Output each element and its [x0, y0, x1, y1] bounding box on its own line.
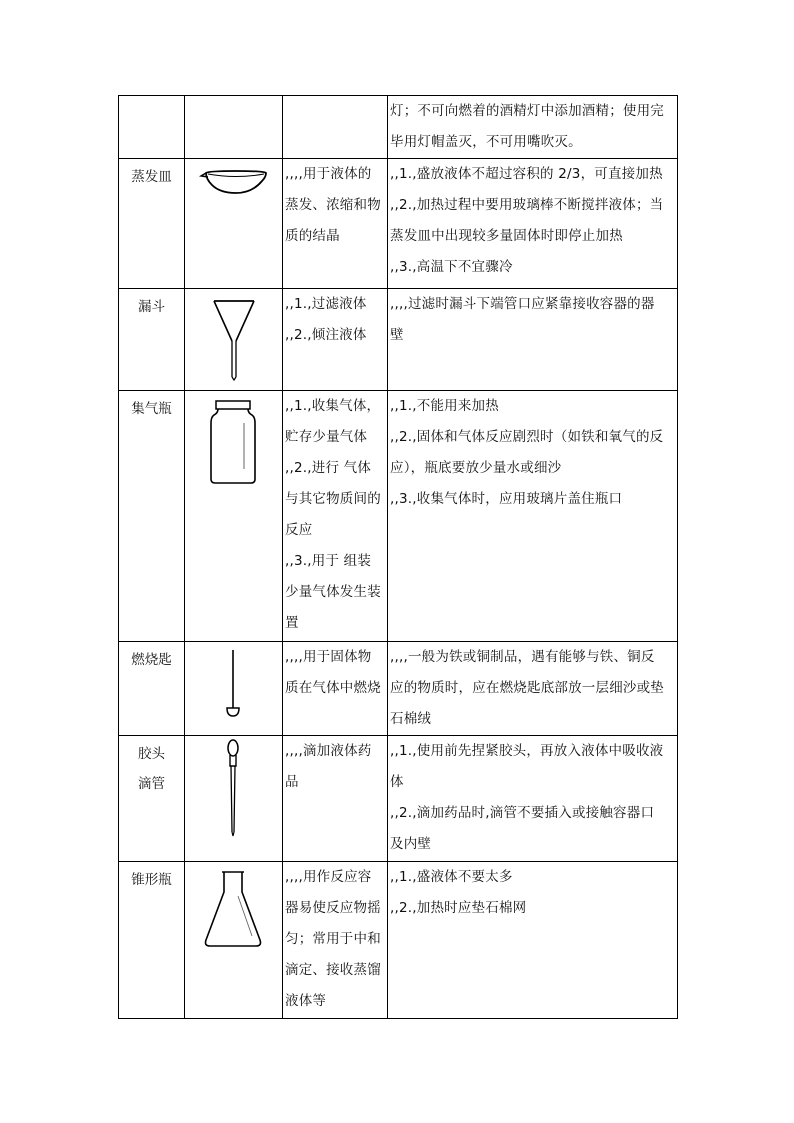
- apparatus-name-cell: [119, 862, 185, 1019]
- apparatus-image-cell: [185, 862, 283, 1019]
- notes-line: ,,2.,加热时应垫石棉网: [390, 900, 527, 916]
- usage-line: ,,,,用作反应容: [285, 869, 372, 885]
- notes-line: 毕用灯帽盖灭，不可用嘴吹灭。: [390, 134, 582, 150]
- notes-cell: [388, 736, 678, 862]
- notes-cell: [388, 96, 678, 159]
- combustion-spoon-icon: [186, 642, 282, 732]
- table-row: [119, 862, 678, 1019]
- funnel-icon: [186, 289, 282, 384]
- apparatus-image-cell: [185, 96, 283, 159]
- usage-line: 液体等: [285, 993, 327, 1009]
- notes-line: 石棉绒: [390, 711, 432, 727]
- apparatus-name-cell: [119, 391, 185, 642]
- usage-line: 滴定、接收蒸馏: [285, 962, 381, 978]
- apparatus-name-cell: [119, 96, 185, 159]
- usage-line: 蒸发、浓缩和物: [285, 197, 381, 213]
- usage-line: 与其它物质间的: [285, 491, 381, 507]
- usage-line: 少量气体发生装: [285, 584, 381, 600]
- apparatus-name-cell: [119, 736, 185, 862]
- notes-line: 应），瓶底要放少量水或细沙: [390, 460, 562, 476]
- usage-line: ,,1.,过滤液体: [285, 296, 367, 312]
- apparatus-name-cell: [119, 642, 185, 736]
- apparatus-name-cell: [119, 289, 185, 391]
- table-row: [119, 391, 678, 642]
- table-row: [119, 96, 678, 159]
- usage-line: 反应: [285, 522, 313, 538]
- notes-line: ,,2.,固体和气体反应剧烈时（如铁和氧气的反: [390, 429, 664, 445]
- apparatus-image-cell: [185, 159, 283, 289]
- table-row: [119, 289, 678, 391]
- usage-cell: [283, 391, 388, 642]
- table-row: [119, 736, 678, 862]
- notes-cell: [388, 862, 678, 1019]
- notes-line: ,,1.,使用前先捏紧胶头，再放入液体中吸收液: [390, 743, 664, 759]
- usage-line: ,,,,滴加液体药: [285, 743, 372, 759]
- usage-line: 置: [285, 615, 299, 631]
- usage-cell: [283, 96, 388, 159]
- apparatus-name: 漏斗: [138, 299, 165, 315]
- notes-line: ,,3.,高温下不宜骤冷: [390, 259, 513, 275]
- usage-cell: [283, 862, 388, 1019]
- usage-line: ,,,,用于固体物: [285, 649, 372, 665]
- apparatus-image-cell: [185, 736, 283, 862]
- usage-cell: [283, 736, 388, 862]
- usage-cell: [283, 642, 388, 736]
- notes-line: ,,,,一般为铁或铜制品，遇有能够与铁、铜反: [390, 649, 655, 665]
- usage-line: 器易使反应物摇: [285, 900, 381, 916]
- notes-line: 灯；不可向燃着的酒精灯中添加酒精；使用完: [390, 103, 664, 119]
- usage-line: 质的结晶: [285, 228, 340, 244]
- apparatus-name: 蒸发皿: [131, 169, 172, 185]
- gas-jar-icon: [186, 391, 282, 491]
- notes-cell: [388, 642, 678, 736]
- usage-line: ,,3.,用于 组装: [285, 553, 372, 569]
- usage-line: ,,2.,倾注液体: [285, 327, 367, 343]
- notes-line: 壁: [390, 327, 404, 343]
- usage-line: 匀；常用于中和: [285, 931, 381, 947]
- evaporating-dish-icon: [186, 159, 282, 199]
- conical-flask-icon: [186, 862, 282, 957]
- apparatus-name: 锥形瓶: [131, 872, 172, 888]
- apparatus-image-cell: [185, 391, 283, 642]
- usage-line: 品: [285, 774, 299, 790]
- apparatus-name: 滴管: [138, 776, 165, 792]
- notes-line: ,,1.,盛液体不要太多: [390, 869, 513, 885]
- usage-line: 质在气体中燃烧: [285, 680, 381, 696]
- notes-cell: [388, 159, 678, 289]
- usage-cell: [283, 159, 388, 289]
- notes-line: 体: [390, 774, 404, 790]
- apparatus-image-cell: [185, 289, 283, 391]
- notes-line: ,,3.,收集气体时，应用玻璃片盖住瓶口: [390, 491, 623, 507]
- notes-line: 蒸发皿中出现较多量固体时即停止加热: [390, 228, 623, 244]
- usage-cell: [283, 289, 388, 391]
- dropper-icon: [186, 736, 282, 856]
- apparatus-name: 胶头: [138, 746, 165, 762]
- notes-line: 应的物质时，应在燃烧匙底部放一层细沙或垫: [390, 680, 664, 696]
- apparatus-name: 集气瓶: [131, 401, 172, 417]
- usage-line: 贮存少量气体: [285, 429, 368, 445]
- apparatus-image-cell: [185, 642, 283, 736]
- apparatus-name-cell: [119, 159, 185, 289]
- apparatus-name: 燃烧匙: [131, 652, 172, 668]
- notes-cell: [388, 289, 678, 391]
- notes-line: ,,2.,滴加药品时,滴管不要插入或接触容器口: [390, 805, 655, 821]
- notes-line: ,,1.,盛放液体不超过容积的 2/3，可直接加热: [390, 166, 663, 182]
- notes-line: ,,2.,加热过程中要用玻璃棒不断搅拌液体；当: [390, 197, 664, 213]
- table-row: [119, 159, 678, 289]
- notes-line: 及内壁: [390, 836, 432, 852]
- notes-line: ,,,,过滤时漏斗下端管口应紧靠接收容器的器: [390, 296, 655, 312]
- table-row: [119, 642, 678, 736]
- usage-line: ,,1.,收集气体，: [285, 398, 381, 414]
- apparatus-table: [118, 95, 678, 1019]
- usage-line: ,,2.,进行 气体: [285, 460, 372, 476]
- notes-line: ,,1.,不能用来加热: [390, 398, 499, 414]
- notes-cell: [388, 391, 678, 642]
- usage-line: ,,,,用于液体的: [285, 166, 372, 182]
